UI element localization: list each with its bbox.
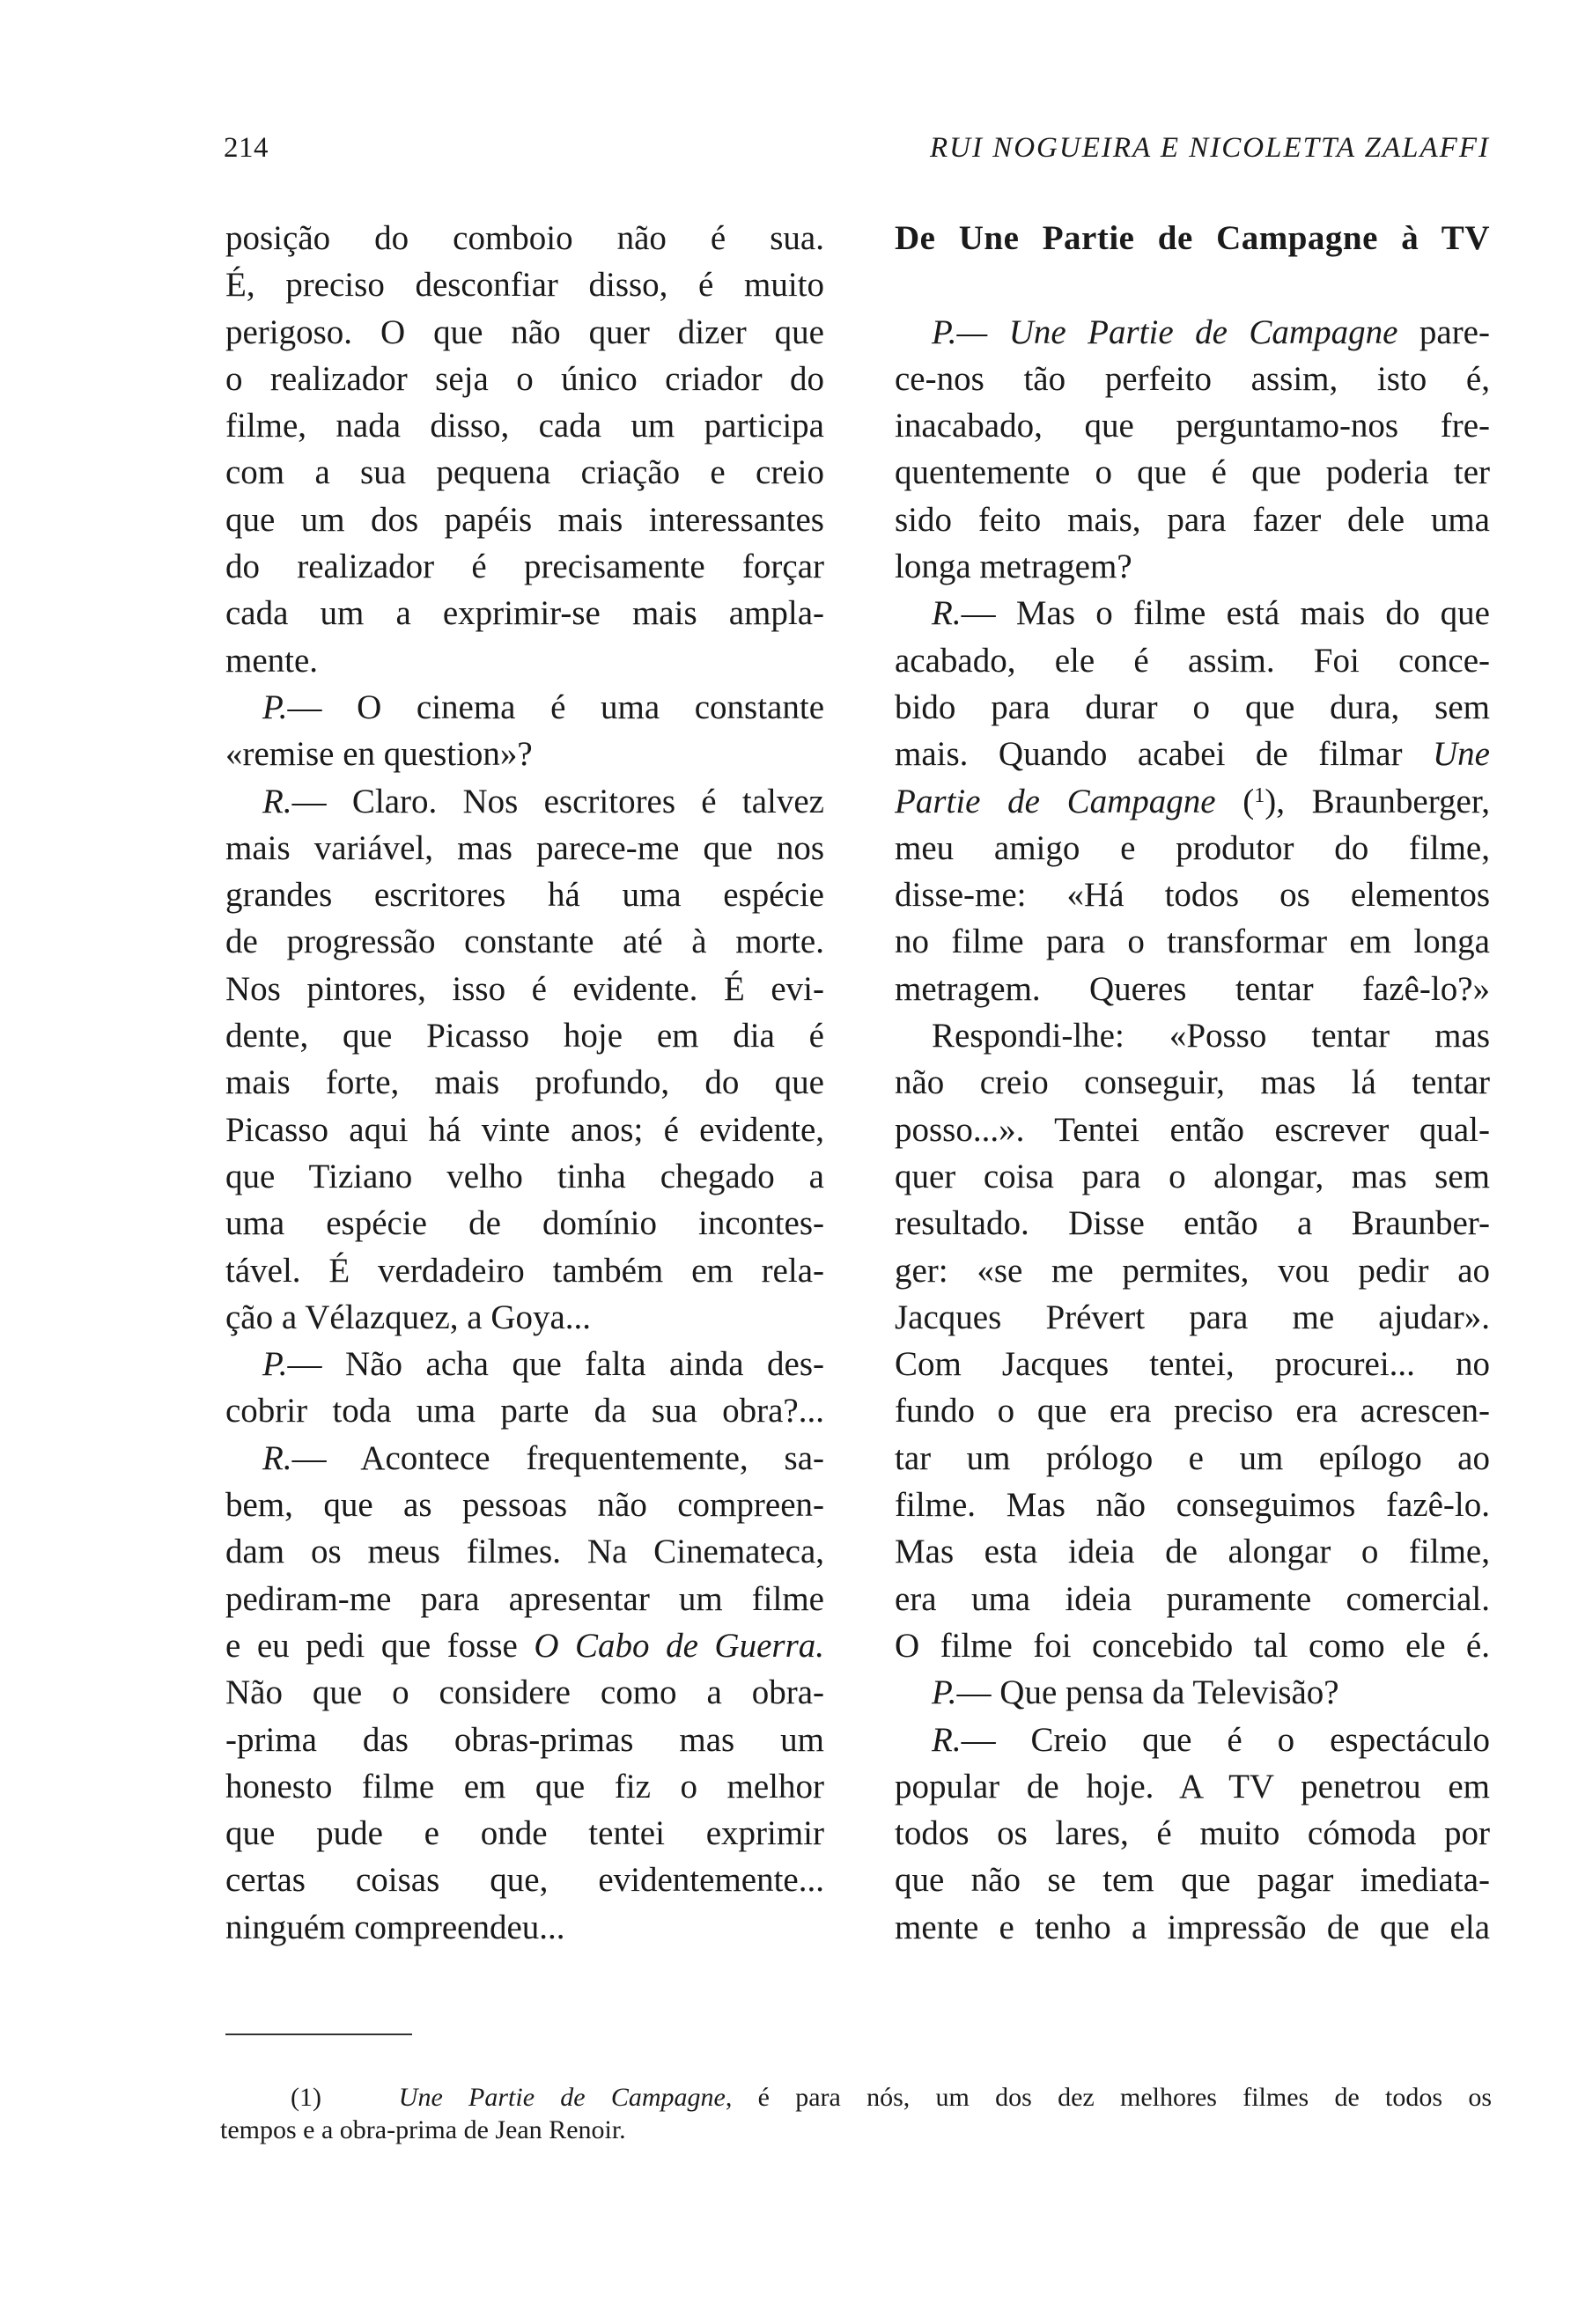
italic-text: P. xyxy=(262,688,288,726)
body-text: de progressão constante até à morte. xyxy=(225,923,824,961)
right-column-line xyxy=(895,1341,1490,1387)
right-column-line xyxy=(895,1200,1490,1247)
body-text: — Acontece frequentemente, sa- xyxy=(291,1438,824,1477)
body-text: -prima das obras-primas mas um xyxy=(225,1720,824,1759)
left-column-line xyxy=(225,684,824,731)
body-text: e eu pedi que fosse xyxy=(225,1626,535,1665)
left-column-line xyxy=(225,356,824,402)
right-column-line xyxy=(895,261,1490,308)
body-text: ger: «se me permites, vou pedir ao xyxy=(895,1251,1490,1290)
page-number: 214 xyxy=(224,132,269,164)
right-column-line xyxy=(895,731,1490,777)
right-column-line xyxy=(895,684,1490,731)
right-column-line xyxy=(895,1153,1490,1200)
body-text: mais forte, mais profundo, do que xyxy=(225,1063,824,1102)
right-column-line xyxy=(895,402,1490,449)
body-text: com a sua pequena criação e creio xyxy=(225,453,824,492)
body-text: que um dos papéis mais interessantes xyxy=(225,500,824,539)
right-column-line xyxy=(895,825,1490,872)
footnote-text: , é para nós, um dos dez melhores filmes de todos os xyxy=(725,2083,1493,2112)
left-column-line xyxy=(225,872,824,918)
footnote-divider xyxy=(225,2034,412,2035)
body-text: — Não acha que falta ainda des- xyxy=(287,1345,824,1384)
left-column-line xyxy=(225,261,824,308)
left-column-line xyxy=(225,1107,824,1153)
body-text: pare- xyxy=(1397,313,1490,351)
body-text: tável. É verdadeiro também em rela- xyxy=(225,1251,824,1290)
right-column-line xyxy=(895,637,1490,684)
left-column-line xyxy=(225,215,824,261)
body-text: perigoso. O que não quer dizer que xyxy=(225,313,824,351)
right-column-line xyxy=(895,1763,1490,1810)
left-column-line xyxy=(225,1153,824,1200)
right-column-line xyxy=(895,1387,1490,1434)
right-column-line xyxy=(895,1904,1490,1951)
right-column-line xyxy=(895,1528,1490,1575)
footnote-line-1 xyxy=(220,2081,1492,2114)
body-text: filme. Mas não conseguimos fazê-lo. xyxy=(895,1486,1490,1525)
right-column-line xyxy=(895,918,1490,965)
body-text: grandes escritores há uma espécie xyxy=(225,876,824,915)
body-text: dam os meus filmes. Na Cinemateca, xyxy=(225,1533,824,1571)
body-text: «remise en question»? xyxy=(225,735,533,774)
body-text: — Creio que é o espectáculo xyxy=(961,1720,1490,1759)
body-text: todos os lares, é muito cómoda por xyxy=(895,1814,1490,1853)
italic-text: R. xyxy=(932,1720,962,1759)
body-text: Com Jacques tentei, procurei... no xyxy=(895,1345,1490,1384)
body-text: disse-me: «Há todos os elementos xyxy=(895,876,1490,915)
body-text: pediram-me para apresentar um filme xyxy=(225,1579,824,1618)
body-text: no filme para o transformar em longa xyxy=(895,923,1490,961)
body-text: É, preciso desconfiar disso, é muito xyxy=(225,266,824,305)
footnote-reference: 1 xyxy=(1254,783,1265,807)
left-column-line xyxy=(225,1857,824,1903)
left-column-line xyxy=(225,966,824,1012)
left-column-line xyxy=(225,1200,824,1247)
body-text: fundo o que era preciso era acrescen- xyxy=(895,1392,1490,1430)
body-text: honesto filme em que fiz o melhor xyxy=(225,1767,824,1806)
body-text: popular de hoje. A TV penetrou em xyxy=(895,1767,1490,1806)
right-column-line xyxy=(895,1107,1490,1153)
left-text-column xyxy=(225,215,824,1951)
italic-text: R. xyxy=(932,594,962,633)
body-text: mente e tenho a impressão de que ela xyxy=(895,1908,1490,1946)
left-column-line xyxy=(225,402,824,449)
body-text: que pude e onde tentei exprimir xyxy=(225,1814,824,1853)
body-text: filme, nada disso, cada um participa xyxy=(225,407,824,445)
left-column-line xyxy=(225,1482,824,1528)
body-text: o realizador seja o único criador do xyxy=(225,359,824,398)
left-column-line xyxy=(225,449,824,496)
left-column-line xyxy=(225,496,824,543)
body-text: — O cinema é uma constante xyxy=(287,688,824,726)
left-column-line xyxy=(225,1810,824,1857)
body-text: ( xyxy=(1215,782,1255,820)
section-heading: De Une Partie de Campagne à TV xyxy=(895,219,1490,257)
right-column-line xyxy=(895,309,1490,356)
right-column-line xyxy=(895,1059,1490,1106)
body-text: inacabado, que perguntamo-nos fre- xyxy=(895,407,1490,445)
left-column-line xyxy=(225,1012,824,1059)
italic-text: R. xyxy=(262,782,292,820)
body-text: sido feito mais, para fazer dele uma xyxy=(895,500,1490,539)
right-column-line xyxy=(895,1012,1490,1059)
right-column-line xyxy=(895,1247,1490,1294)
right-column-line xyxy=(895,778,1490,825)
body-text: cobrir toda uma parte da sua obra?... xyxy=(225,1392,824,1430)
left-column-line xyxy=(225,1904,824,1951)
left-column-line xyxy=(225,1622,824,1669)
left-column-line xyxy=(225,1528,824,1575)
body-text: que não se tem que pagar imediata- xyxy=(895,1861,1490,1900)
left-column-line xyxy=(225,1717,824,1763)
body-text: bido para durar o que dura, sem xyxy=(895,688,1490,726)
left-column-line xyxy=(225,1763,824,1810)
italic-text: P. xyxy=(262,1345,288,1384)
body-text: do realizador é precisamente forçar xyxy=(225,548,824,586)
left-column-line xyxy=(225,825,824,872)
right-column-line xyxy=(895,1294,1490,1341)
left-column-line xyxy=(225,309,824,356)
right-column-line xyxy=(895,1669,1490,1716)
right-column-line xyxy=(895,543,1490,590)
right-column-line xyxy=(895,1810,1490,1857)
italic-text: Une xyxy=(1433,735,1490,774)
body-text: bem, que as pessoas não compreen- xyxy=(225,1486,824,1525)
right-column-line xyxy=(895,1435,1490,1482)
left-column-line xyxy=(225,1247,824,1294)
right-column-line xyxy=(895,496,1490,543)
body-text: posso...». Tentei então escrever qual- xyxy=(895,1110,1490,1149)
body-text: O filme foi concebido tal como ele é. xyxy=(895,1626,1490,1665)
body-text: Mas esta ideia de alongar o filme, xyxy=(895,1533,1490,1571)
body-text: meu amigo e produtor do filme, xyxy=(895,828,1490,867)
body-text: mente. xyxy=(225,641,319,680)
footnote-line-2: tempos e a obra-prima de Jean Renoir. xyxy=(220,2115,626,2144)
body-text: cada um a exprimir-se mais ampla- xyxy=(225,594,824,633)
left-column-line xyxy=(225,778,824,825)
italic-text: O Cabo de Guerra. xyxy=(534,1626,824,1665)
body-text: mais. Quando acabei de filmar xyxy=(895,735,1434,774)
right-column-line xyxy=(895,449,1490,496)
body-text: tar um prólogo e um epílogo ao xyxy=(895,1438,1490,1477)
body-text: certas coisas que, evidentemente... xyxy=(225,1861,824,1900)
body-text: — Que pensa da Televisão? xyxy=(956,1673,1339,1712)
body-text: quer coisa para o alongar, mas sem xyxy=(895,1157,1490,1195)
body-text: Picasso aqui há vinte anos; é evidente, xyxy=(225,1110,824,1149)
body-text: Não que o considere como a obra- xyxy=(225,1673,824,1712)
left-column-line xyxy=(225,1341,824,1387)
body-text: era uma ideia puramente comercial. xyxy=(895,1579,1490,1618)
left-column-line xyxy=(225,1059,824,1106)
left-column-line xyxy=(225,1669,824,1716)
left-column-line xyxy=(225,1435,824,1482)
italic-text: R. xyxy=(262,1438,292,1477)
italic-text: P. xyxy=(932,1673,957,1712)
italic-text: Partie de Campagne xyxy=(895,782,1216,820)
italic-text: P.— Une Partie de Campagne xyxy=(932,313,1398,351)
body-text: quentemente o que é que poderia ter xyxy=(895,453,1490,492)
left-column-line xyxy=(225,590,824,636)
body-text: mais variável, mas parece-me que nos xyxy=(225,828,824,867)
right-column-line xyxy=(895,1622,1490,1669)
body-text: ), Braunberger, xyxy=(1265,782,1490,820)
body-text: que Tiziano velho tinha chegado a xyxy=(225,1157,824,1195)
body-text: Nos pintores, isso é evidente. É evi- xyxy=(225,969,824,1008)
body-text: dente, que Picasso hoje em dia é xyxy=(225,1017,824,1055)
right-column-line xyxy=(895,356,1490,402)
right-column-line xyxy=(895,590,1490,636)
left-column-line xyxy=(225,1576,824,1622)
body-text: — Mas o filme está mais do que xyxy=(961,594,1490,633)
body-text: metragem. Queres tentar fazê-lo?» xyxy=(895,969,1490,1008)
right-text-column xyxy=(895,215,1490,1951)
right-column-line xyxy=(895,1717,1490,1763)
left-column-line xyxy=(225,731,824,777)
body-text: Respondi-lhe: «Posso tentar mas xyxy=(932,1017,1490,1055)
body-text: ninguém compreendeu... xyxy=(225,1908,565,1946)
left-column-line xyxy=(225,543,824,590)
left-column-line xyxy=(225,1387,824,1434)
body-text: uma espécie de domínio incontes- xyxy=(225,1204,824,1243)
right-column-line xyxy=(895,1857,1490,1903)
right-column-line xyxy=(895,966,1490,1012)
right-column-line xyxy=(895,1482,1490,1528)
body-text: — Claro. Nos escritores é talvez xyxy=(291,782,824,820)
left-column-line xyxy=(225,1294,824,1341)
body-text: acabado, ele é assim. Foi conce- xyxy=(895,641,1490,680)
right-column-line xyxy=(895,215,1490,261)
body-text: posição do comboio não é sua. xyxy=(225,219,824,257)
body-text: longa metragem? xyxy=(895,548,1132,586)
body-text: ce-nos tão perfeito assim, isto é, xyxy=(895,359,1490,398)
footnote xyxy=(220,2081,1492,2146)
right-column-line xyxy=(895,872,1490,918)
footnote-film-title: Une Partie de Campagne xyxy=(398,2083,726,2112)
running-head: RUI NOGUEIRA E NICOLETTA ZALAFFI xyxy=(929,132,1490,164)
body-text: Jacques Prévert para me ajudar». xyxy=(895,1298,1490,1336)
footnote-marker: (1) xyxy=(291,2083,321,2112)
left-column-line xyxy=(225,918,824,965)
left-column-line xyxy=(225,637,824,684)
body-text: não creio conseguir, mas lá tentar xyxy=(895,1063,1490,1102)
body-text: ção a Vélazquez, a Goya... xyxy=(225,1298,592,1336)
body-text: resultado. Disse então a Braunber- xyxy=(895,1204,1490,1243)
right-column-line xyxy=(895,1576,1490,1622)
